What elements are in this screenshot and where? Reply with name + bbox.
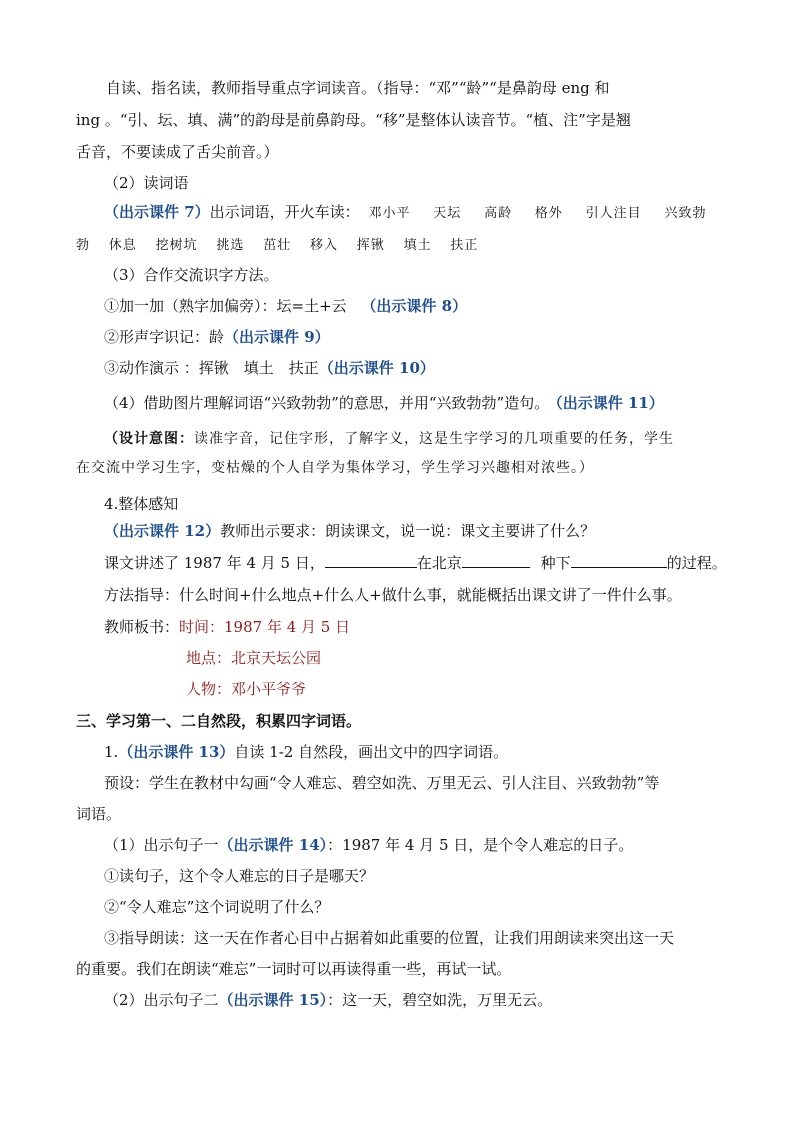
design-text: 在交流中学习生字，变枯燥的个人自学为集体学习，学生学习兴趣相对浓些。） bbox=[76, 460, 594, 476]
word-item: 休息 bbox=[108, 238, 137, 253]
word-list-row bbox=[104, 202, 706, 224]
word-item: 天坛 bbox=[433, 206, 462, 221]
fill-blank-line bbox=[104, 553, 727, 573]
part-heading: 三、学习第一、二自然段，积累四字词语。 bbox=[76, 712, 362, 730]
fill-text: 在北京 bbox=[416, 554, 462, 572]
question-item: ③指导朗读：这一天在作者心目中占据着如此重要的位置，让我们用朗读来突出这一天 bbox=[104, 929, 675, 947]
word-item: 移入 bbox=[309, 238, 338, 253]
word-item: 茁壮 bbox=[263, 238, 292, 253]
method-text: ①加一加（熟字加偏旁）：坛=土+云 bbox=[104, 297, 347, 315]
courseware-tag: （出示课件 7） bbox=[104, 203, 210, 221]
word-item: 高龄 bbox=[484, 206, 513, 221]
sentence-text: ：1987 年 4 月 5 日，是个令人难忘的日子。 bbox=[327, 836, 634, 854]
blank-where bbox=[462, 553, 530, 568]
word-item: 邓小平 bbox=[368, 206, 411, 221]
section-text: （4）借助图片理解词语“兴致勃勃”的意思，并用“兴致勃勃”造句。 bbox=[104, 394, 550, 412]
method-item bbox=[104, 327, 330, 347]
question-item: ①读句子，这个令人难忘的日子是哪天？ bbox=[104, 867, 375, 885]
sentence-label: （2）出示句子二 bbox=[104, 991, 219, 1009]
paragraph-line: 舌音，不要读成了舌尖前音。） bbox=[76, 143, 279, 161]
design-intent bbox=[104, 429, 674, 449]
method-guide: 方法指导：什么时间+什么地点+什么人+做什么事，就能概括出课文讲了一件什么事。 bbox=[104, 586, 682, 604]
task-text: 自读 1-2 自然段，画出文中的四字词语。 bbox=[234, 743, 509, 761]
fill-text: 课文讲述了 1987 年 4 月 5 日， bbox=[104, 554, 325, 572]
paragraph-line: 的重要。我们在朗读“难忘”一词时可以再读得重一些，再试一试。 bbox=[76, 960, 512, 978]
instruction-line bbox=[104, 521, 595, 541]
method-text: ③动作演示 ：挥锹 填土 扶正 bbox=[104, 359, 319, 377]
courseware-tag: （出示课件 12） bbox=[104, 522, 221, 540]
courseware-tag: （出示课件 11） bbox=[555, 394, 664, 412]
method-item bbox=[104, 358, 435, 378]
courseware-tag: （出示课件 15） bbox=[218, 991, 328, 1009]
board-person: 人物：邓小平爷爷 bbox=[186, 680, 307, 698]
sentence-text: ：这一天，碧空如洗，万里无云。 bbox=[327, 991, 553, 1009]
board-label: 教师板书： bbox=[104, 618, 180, 636]
fill-text: 的过程。 bbox=[666, 554, 727, 572]
word-item: 填土 bbox=[403, 238, 432, 253]
word-list-row bbox=[76, 234, 478, 256]
courseware-tag: （出示课件 13） bbox=[118, 743, 235, 761]
word-item: 勃 bbox=[76, 238, 91, 253]
sentence-line bbox=[104, 835, 633, 855]
section-heading: （2）读词语 bbox=[104, 174, 189, 192]
sentence-label: （1）出示句子一 bbox=[104, 836, 219, 854]
word-item: 格外 bbox=[534, 206, 563, 221]
blank-who bbox=[325, 553, 417, 568]
word-item: 挑选 bbox=[216, 238, 245, 253]
courseware-tag: （出示课件 9） bbox=[224, 328, 330, 346]
instruction-text: 教师出示要求：朗读课文，说一说：课文主要讲了什么？ bbox=[220, 522, 596, 540]
board-time: 时间：1987 年 4 月 5 日 bbox=[179, 618, 351, 636]
paragraph-line: 自读、指名读，教师指导重点字词读音。（指导：“邓”“龄”“是鼻韵母 eng 和 bbox=[106, 79, 610, 97]
section-item bbox=[104, 393, 664, 413]
word-list-intro: 出示词语，开火车读： bbox=[209, 203, 360, 221]
paragraph-line: 词语。 bbox=[76, 805, 122, 823]
word-item: 挖树坑 bbox=[155, 238, 198, 253]
courseware-tag: （出示课件 10） bbox=[318, 359, 435, 377]
task-line bbox=[104, 742, 508, 762]
word-item: 引人注目 bbox=[585, 206, 642, 221]
paragraph-line: 预设：学生在教材中勾画“令人难忘、碧空如洗、万里无云、引人注目、兴致勃勃”等 bbox=[104, 774, 660, 792]
word-item: 兴致勃 bbox=[664, 206, 707, 221]
design-text: 读准字音，记住字形，了解字义，这是生字学习的几项重要的任务，学生 bbox=[194, 431, 674, 447]
sentence-line bbox=[104, 990, 552, 1010]
method-item bbox=[104, 296, 467, 316]
word-item: 扶正 bbox=[450, 238, 479, 253]
paragraph-line: ing 。“引、坛、填、满”的韵母是前鼻韵母。“移”是整体认读音节。“植、注”字是翘 bbox=[76, 111, 631, 129]
item-number: 1. bbox=[104, 743, 119, 761]
section-heading: 4.整体感知 bbox=[104, 495, 179, 513]
word-item: 挥锹 bbox=[356, 238, 385, 253]
board-place: 地点：北京天坛公园 bbox=[186, 649, 322, 667]
courseware-tag: （出示课件 8） bbox=[361, 297, 468, 315]
method-text: ②形声字识记：龄 bbox=[104, 328, 225, 346]
courseware-tag: （出示课件 14） bbox=[218, 836, 328, 854]
design-label: （设计意图： bbox=[104, 431, 194, 447]
question-item: ②“令人难忘”这个词说明了什么？ bbox=[104, 898, 330, 916]
fill-text: 种下 bbox=[540, 554, 571, 572]
board-line bbox=[104, 617, 350, 637]
blank-what bbox=[571, 553, 667, 568]
section-heading: （3）合作交流识字方法。 bbox=[104, 266, 279, 284]
